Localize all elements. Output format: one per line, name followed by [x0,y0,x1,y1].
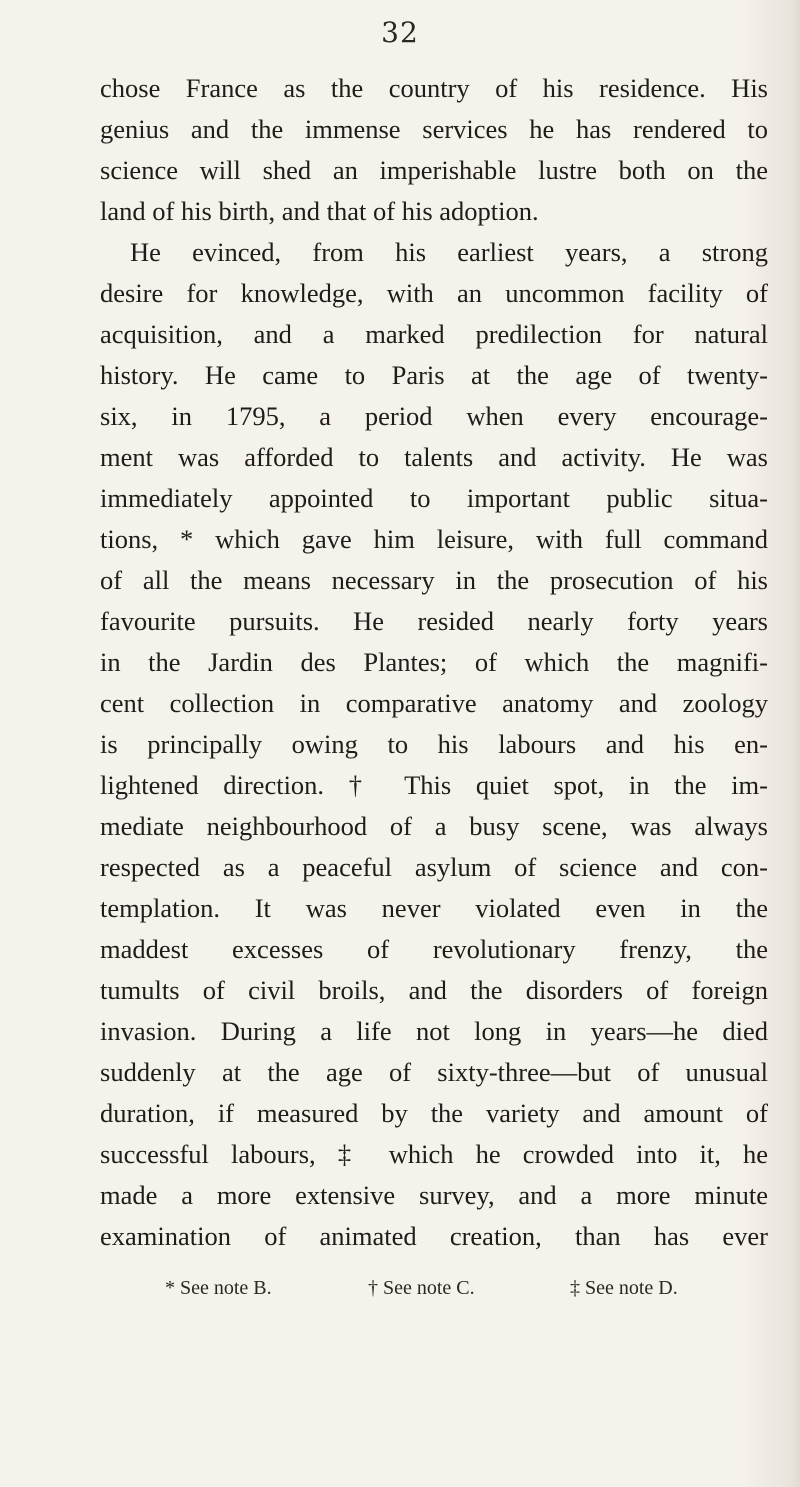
text-line: is principally owing to his labours and his en- [100,729,768,759]
text-line: genius and the immense services he has rendered to [100,114,768,144]
text-line: cent collection in comparative anatomy and zoology [100,688,768,718]
text-line: science will shed an imperishable lustre both on the [100,155,768,185]
text-line: immediately appointed to important public situa- [100,483,768,513]
text-line: land of his birth, and that of his adoption. [100,196,539,226]
text-line: in the Jardin des Plantes; of which the magnifi- [100,647,768,677]
text-line: acquisition, and a marked predilection for natural [100,319,768,349]
text-line: templation. It was never violated even in the [100,893,768,923]
text-line: examination of animated creation, than has ever [100,1221,768,1251]
text-line: successful labours, ‡ which he crowded into it, he [100,1139,768,1169]
text-line: duration, if measured by the variety and amount of [100,1098,768,1128]
text-line: tions, * which gave him leisure, with full command [100,524,768,554]
text-line: invasion. During a life not long in years—he died [100,1016,768,1046]
text-line: made a more extensive survey, and a more minute [100,1180,768,1210]
page-number: 32 [381,16,419,49]
text-line: tumults of civil broils, and the disorders of foreign [100,975,768,1005]
text-line: maddest excesses of revolutionary frenzy, the [100,934,768,964]
footnote-b: * See note B. [165,1277,272,1299]
text-line: respected as a peaceful asylum of science and con- [100,852,768,882]
text-line: He evinced, from his earliest years, a strong [130,237,768,267]
text-line: history. He came to Paris at the age of twenty- [100,360,768,390]
text-line: chose France as the country of his residence. His [100,73,768,103]
text-line: favourite pursuits. He resided nearly forty years [100,606,768,636]
footnotes [0,1268,800,1308]
text-line: six, in 1795, a period when every encourage- [100,401,768,431]
text-line: ment was afforded to talents and activity. He was [100,442,768,472]
text-line: suddenly at the age of sixty-three—but of unusual [100,1057,768,1087]
text-line: mediate neighbourhood of a busy scene, was always [100,811,768,841]
text-line: desire for knowledge, with an uncommon facility of [100,278,768,308]
text-line: lightened direction. † This quiet spot, in the im- [100,770,768,800]
text-line: of all the means necessary in the prosecution of his [100,565,768,595]
footnote-c: † See note C. [368,1277,475,1299]
footnote-d: ‡ See note D. [570,1277,678,1299]
